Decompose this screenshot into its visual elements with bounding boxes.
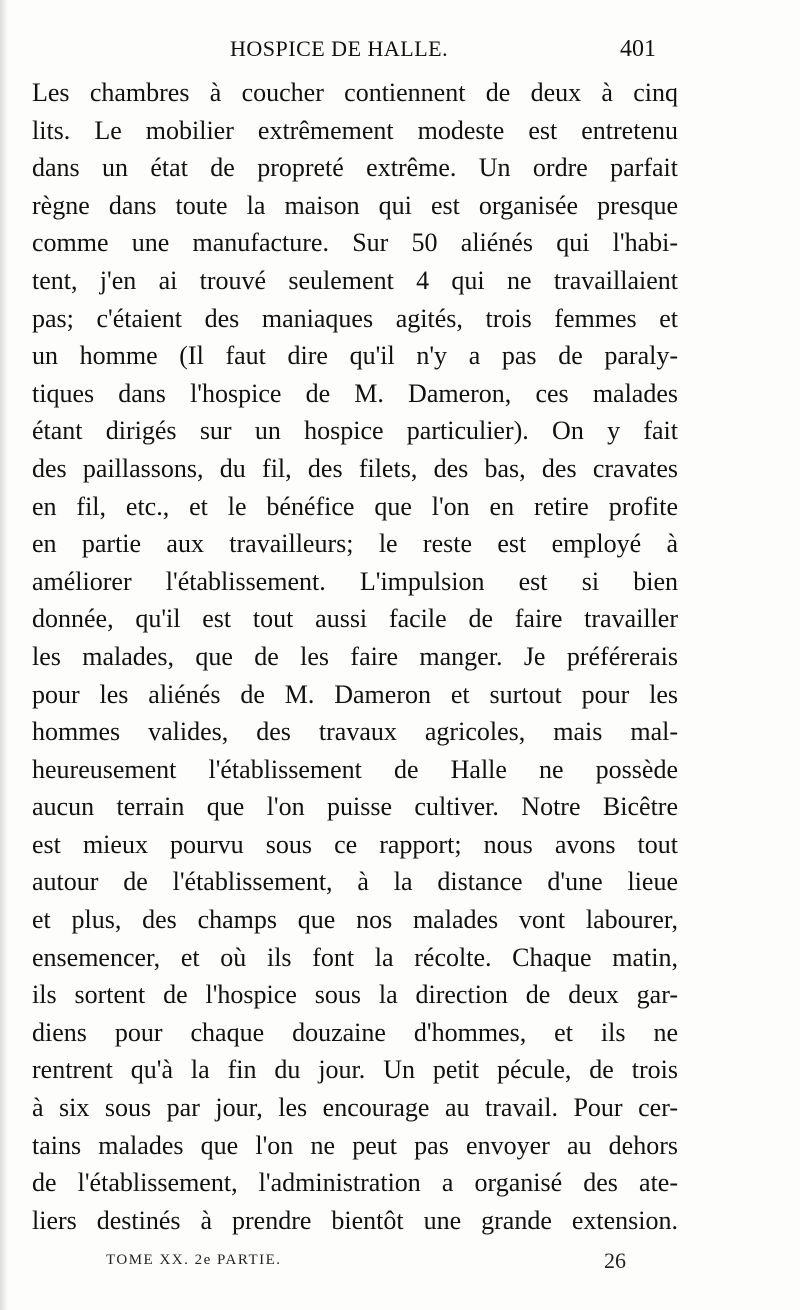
signature-mark: 26: [604, 1248, 626, 1273]
text-line: est mieux pourvu sous ce rapport; nous avons tout: [32, 829, 678, 859]
printer-signature: TOME XX. 2e PARTIE.: [106, 1252, 282, 1268]
text-line: autour de l'établissement, à la distance d'une lieue: [32, 867, 678, 897]
text-line: règne dans toute la maison qui est organisée presque: [32, 190, 678, 220]
text-line: un homme (Il faut dire qu'il n'y a pas de paraly-: [32, 341, 678, 371]
text-line: tains malades que l'on ne peut pas envoyer au dehors: [32, 1130, 678, 1160]
page-edge-shadow: [0, 0, 8, 1310]
text-line: améliorer l'établissement. L'impulsion est si bien: [32, 566, 678, 596]
page-footer: [58, 1248, 638, 1282]
text-line: des paillassons, du fil, des filets, des bas, des cravates: [32, 453, 678, 483]
text-line: ensemencer, et où ils font la récolte. Chaque matin,: [32, 942, 678, 972]
page-number: 401: [620, 36, 656, 62]
text-line: tiques dans l'hospice de M. Dameron, ces malades: [32, 378, 678, 408]
text-line: pas; c'étaient des maniaques agités, trois femmes et: [32, 303, 678, 333]
text-line: rentrent qu'à la fin du jour. Un petit pécule, de trois: [32, 1055, 678, 1085]
text-line: diens pour chaque douzaine d'hommes, et ils ne: [32, 1017, 678, 1047]
text-line: comme une manufacture. Sur 50 aliénés qui l'habi-: [32, 228, 678, 258]
text-line: lits. Le mobilier extrêmement modeste est entretenu: [32, 115, 678, 145]
text-line: en fil, etc., et le bénéfice que l'on en retire profite: [32, 491, 678, 521]
text-line: Les chambres à coucher contiennent de deux à cinq: [32, 78, 678, 107]
text-line: tent, j'en ai trouvé seulement 4 qui ne travaillaient: [32, 265, 678, 295]
text-line: étant dirigés sur un hospice particulier). On y fait: [32, 416, 678, 446]
text-line: heureusement l'établissement de Halle ne possède: [32, 754, 678, 784]
text-line: aucun terrain que l'on puisse cultiver. Notre Bicêtre: [32, 792, 678, 822]
text-line: à six sous par jour, les encourage au travail. Pour cer-: [32, 1093, 678, 1123]
running-head: [36, 36, 656, 70]
text-line: dans un état de propreté extrême. Un ordre parfait: [32, 153, 678, 183]
body-text: [32, 74, 678, 1239]
text-line: hommes valides, des travaux agricoles, mais mal-: [32, 717, 678, 747]
text-line: les malades, que de les faire manger. Je préférerais: [32, 641, 678, 671]
text-line: de l'établissement, l'administration a organisé des ate-: [32, 1168, 678, 1198]
text-line: pour les aliénés de M. Dameron et surtout pour les: [32, 679, 678, 709]
running-title: HOSPICE DE HALLE.: [230, 36, 449, 61]
text-line: en partie aux travailleurs; le reste est employé à: [32, 529, 678, 559]
text-line: et plus, des champs que nos malades vont labourer,: [32, 905, 678, 935]
text-line: liers destinés à prendre bientôt une grande extension.: [32, 1205, 678, 1235]
text-line: donnée, qu'il est tout aussi facile de faire travailler: [32, 604, 678, 634]
text-line: ils sortent de l'hospice sous la direction de deux gar-: [32, 980, 678, 1010]
